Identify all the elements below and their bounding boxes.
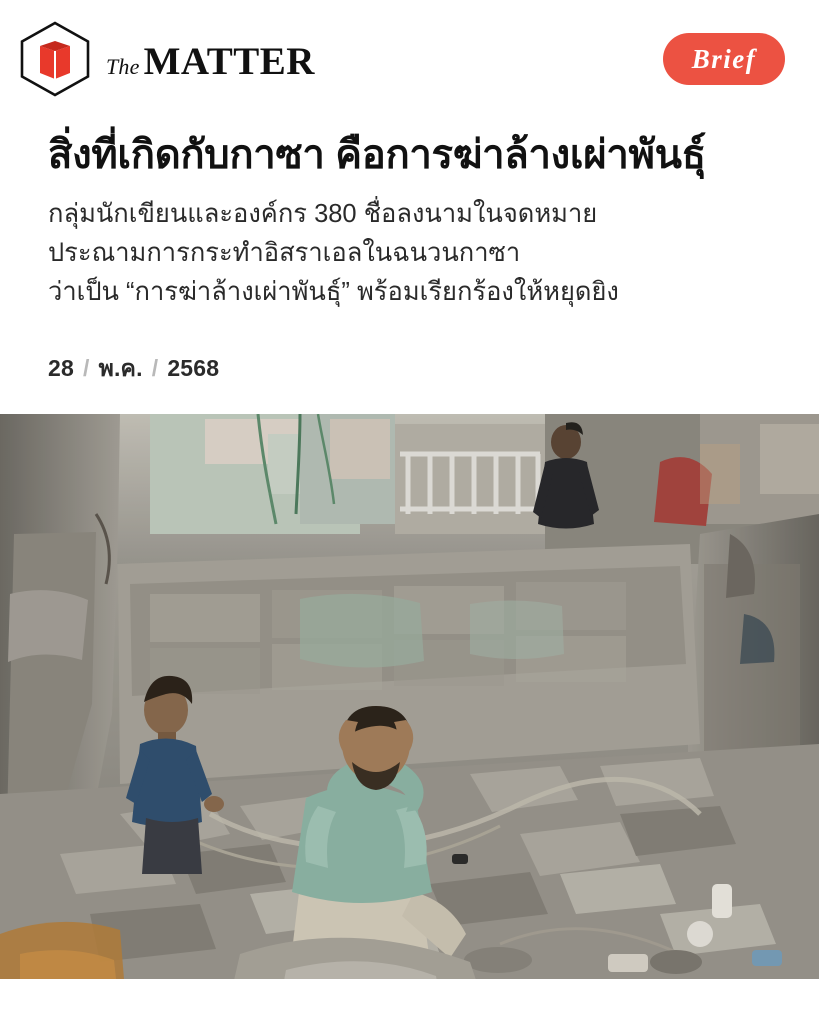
cube-book-logo-icon xyxy=(18,20,92,98)
subhead-line: ว่าเป็น “การฆ่าล้างเผ่าพันธุ์” พร้อมเรียกร้องให้หยุดยิง xyxy=(48,277,619,306)
date-month: พ.ค. xyxy=(98,355,143,382)
brand-logo[interactable] xyxy=(18,20,315,98)
brand-matter: MATTER xyxy=(143,39,315,83)
date-separator: / xyxy=(82,355,90,382)
brand-the: The xyxy=(106,53,140,79)
article-subhead xyxy=(48,195,773,311)
subhead-line: กลุ่มนักเขียนและองค์กร 380 ชื่อลงนามในจดหมาย xyxy=(48,200,598,229)
header xyxy=(0,0,819,118)
page-title: สิ่งที่เกิดกับกาซา คือการฆ่าล้างเผ่าพันธุ์ xyxy=(48,133,706,177)
article-photo xyxy=(0,414,819,979)
subhead-line: ประณามการกระทำอิสราเอลในฉนวนกาซา xyxy=(48,238,521,267)
publish-date xyxy=(48,351,773,387)
brief-badge[interactable]: Brief xyxy=(663,33,785,85)
brand-wordmark xyxy=(106,39,315,83)
date-day: 28 xyxy=(48,355,74,382)
date-separator: / xyxy=(151,355,159,382)
article-text-block xyxy=(0,118,819,387)
date-year: 2568 xyxy=(167,355,220,382)
